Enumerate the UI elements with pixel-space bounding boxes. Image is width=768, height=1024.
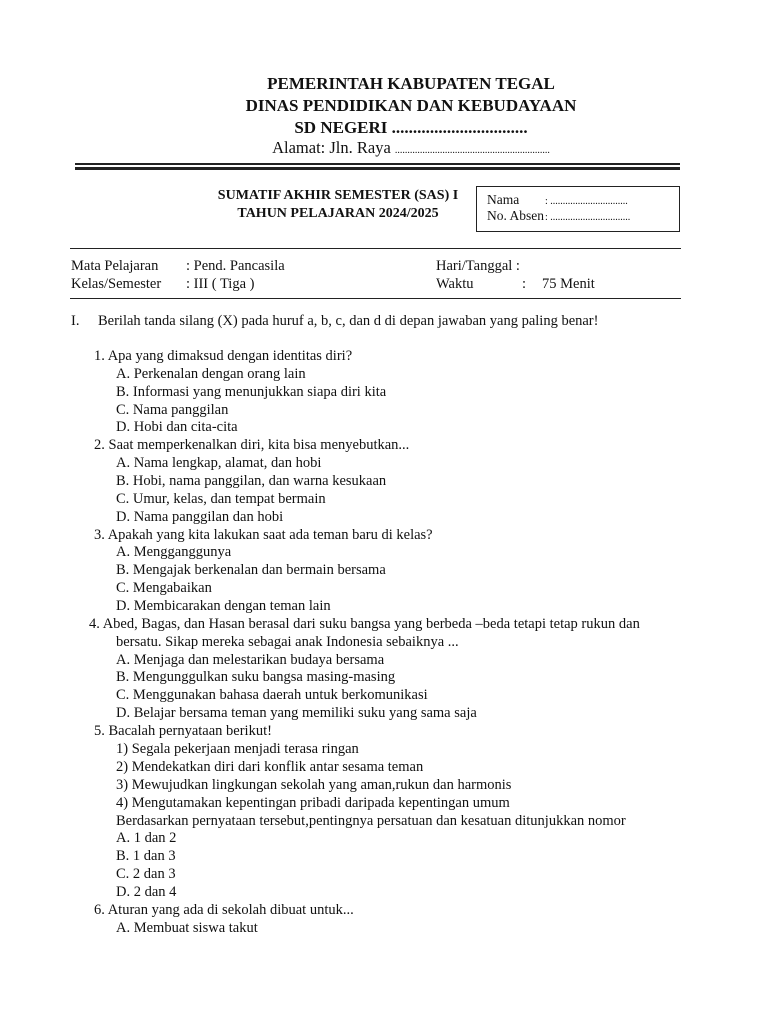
class-label: Kelas/Semester [71, 276, 162, 292]
subject-label: Mata Pelajaran [71, 258, 159, 274]
statement-5-2: 2) Mendekatkan diri dari konflik antar sesama teman [116, 759, 424, 775]
subject-value: : Pend. Pancasila [186, 258, 285, 274]
option-4b: B. Mengunggulkan suku bangsa masing-masing [116, 669, 396, 685]
name-label: Nama [487, 192, 520, 207]
question-4: 4. Abed, Bagas, dan Hasan berasal dari suku bangsa yang berbeda –beda tetapi tetap rukun dan [89, 616, 640, 632]
option-1d: D. Hobi dan cita-cita [116, 419, 238, 435]
option-2c: C. Umur, kelas, dan tempat bermain [116, 491, 326, 507]
header-divider-thick [75, 167, 680, 170]
exam-title: SUMATIF AKHIR SEMESTER (SAS) I [217, 188, 459, 203]
option-2b: B. Hobi, nama panggilan, dan warna kesukaan [116, 473, 387, 489]
question-2: 2. Saat memperkenalkan diri, kita bisa menyebutkan... [94, 437, 410, 453]
option-1b: B. Informasi yang menunjukkan siapa diri kita [116, 384, 387, 400]
option-1c: C. Nama panggilan [116, 402, 229, 418]
date-label: Hari/Tanggal : [436, 258, 520, 274]
header-school: SD NEGERI ................................ [294, 118, 528, 137]
question-6: 6. Aturan yang ada di sekolah dibuat untuk... [94, 902, 354, 918]
address-dots: .............................................................. [394, 145, 550, 156]
info-divider-bottom [70, 298, 681, 299]
option-6a: A. Membuat siswa takut [116, 920, 258, 936]
option-4c: C. Menggunakan bahasa daerah untuk berkomunikasi [116, 687, 428, 703]
option-5b: B. 1 dan 3 [116, 848, 176, 864]
time-label: Waktu [436, 276, 474, 292]
header-department: DINAS PENDIDIKAN DAN KEBUDAYAAN [245, 96, 577, 115]
header-divider-thin [75, 163, 680, 165]
section-instruction: Berilah tanda silang (X) pada huruf a, b, c, dan d di depan jawaban yang paling benar! [98, 313, 599, 329]
option-2d: D. Nama panggilan dan hobi [116, 509, 284, 525]
question-5-stem: Berdasarkan pernyataan tersebut,pentingnya persatuan dan kesatuan ditunjukkan nomor [116, 813, 626, 829]
class-value: : III ( Tiga ) [186, 276, 255, 292]
option-1a: A. Perkenalan dengan orang lain [116, 366, 306, 382]
option-5d: D. 2 dan 4 [116, 884, 177, 900]
statement-5-1: 1) Segala pekerjaan menjadi terasa ringan [116, 741, 359, 757]
time-value: 75 Menit [542, 276, 595, 292]
option-5a: A. 1 dan 2 [116, 830, 177, 846]
question-5: 5. Bacalah pernyataan berikut! [94, 723, 272, 739]
absen-label: No. Absen [487, 208, 544, 223]
section-number: I. [71, 313, 80, 329]
option-3c: C. Mengabaikan [116, 580, 212, 596]
address-label: Alamat: Jln. Raya [272, 138, 391, 157]
option-3b: B. Mengajak berkenalan dan bermain bersama [116, 562, 386, 578]
option-4d: D. Belajar bersama teman yang memiliki suku yang sama saja [116, 705, 477, 721]
option-2a: A. Nama lengkap, alamat, dan hobi [116, 455, 322, 471]
time-colon: : [522, 276, 527, 292]
info-divider-top [70, 248, 681, 249]
header-government: PEMERINTAH KABUPATEN TEGAL [267, 74, 555, 93]
name-field[interactable]: : ............................... [545, 196, 628, 207]
question-3: 3. Apakah yang kita lakukan saat ada teman baru di kelas? [94, 527, 433, 543]
option-4a: A. Menjaga dan melestarikan budaya bersama [116, 652, 385, 668]
question-4-continued: bersatu. Sikap mereka sebagai anak Indonesia sebaiknya ... [116, 634, 459, 650]
student-identity-box [476, 186, 680, 232]
question-1: 1. Apa yang dimaksud dengan identitas diri? [94, 348, 353, 364]
absen-field[interactable]: : ................................ [545, 212, 631, 223]
option-3d: D. Membicarakan dengan teman lain [116, 598, 331, 614]
exam-year: TAHUN PELAJARAN 2024/2025 [237, 206, 439, 221]
statement-5-4: 4) Mengutamakan kepentingan pribadi daripada kepentingan umum [116, 795, 510, 811]
option-5c: C. 2 dan 3 [116, 866, 176, 882]
option-3a: A. Mengganggunya [116, 544, 232, 560]
header-address [0, 138, 768, 158]
statement-5-3: 3) Mewujudkan lingkungan sekolah yang aman,rukun dan harmonis [116, 777, 512, 793]
